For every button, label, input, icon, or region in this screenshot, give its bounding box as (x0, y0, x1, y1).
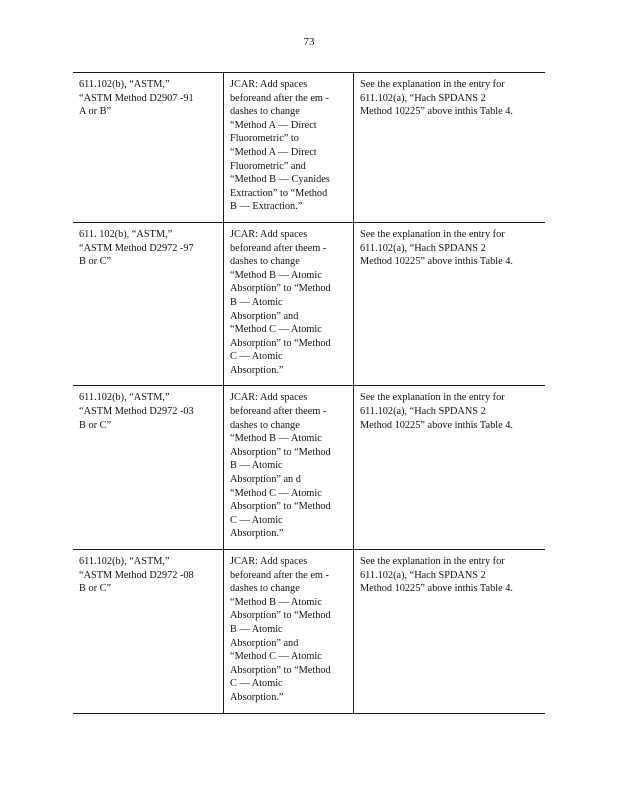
explanation-cell-line: 611.102(a), “Hach SPDANS 2 (360, 406, 486, 418)
section-cell-line: B or C” (79, 583, 112, 595)
table-row (73, 73, 545, 223)
change-cell-line: Absorption” and (230, 637, 299, 649)
change-cell-line: dashes to change (230, 106, 300, 118)
explanation-cell (354, 73, 546, 223)
table-body (73, 73, 545, 714)
change-cell-line: “Method C — Atomic (230, 651, 322, 663)
change-cell-line: B — Atomic (230, 460, 283, 472)
change-cell-line: “Method C — Atomic (230, 324, 322, 336)
section-cell-line: “ASTM Method D2972 -97 (79, 242, 194, 254)
section-cell-line: 611.102(b), “ASTM,” (79, 392, 170, 404)
section-cell-line: “ASTM Method D2972 -03 (79, 406, 194, 418)
page-number: 73 (303, 36, 315, 48)
section-cell-line: B or C” (79, 256, 112, 268)
change-cell-line: Absorption” an d (230, 474, 301, 486)
section-cell-line: “ASTM Method D2972 -08 (79, 569, 194, 581)
change-cell-line: C — Atomic (230, 514, 283, 526)
table-row (73, 386, 545, 550)
change-cell-line: “Method A — Direct (230, 146, 317, 158)
change-cell-line: C — Atomic (230, 678, 283, 690)
change-cell-line: B — Atomic (230, 623, 283, 635)
change-cell (224, 222, 354, 386)
section-cell-line: A or B” (79, 106, 112, 118)
explanation-cell (354, 386, 546, 550)
change-cell-line: Absorption” to “Method (230, 283, 331, 295)
change-cell-line: Extraction” to “Method (230, 187, 328, 199)
section-cell (73, 550, 224, 714)
change-cell-line: dashes to change (230, 256, 300, 268)
change-cell-line: “Method B — Cyanides (230, 174, 330, 186)
section-cell (73, 222, 224, 386)
change-cell-line: Fluorometric” and (230, 160, 306, 172)
explanation-cell-line: See the explanation in the entry for (360, 392, 505, 404)
explanation-cell-line: 611.102(a), “Hach SPDANS 2 (360, 569, 486, 581)
change-cell-line: Absorption.” (230, 364, 284, 376)
section-cell-line: 611.102(b), “ASTM,” (79, 556, 170, 567)
section-cell (73, 386, 224, 550)
change-cell-line: Absorption” to “Method (230, 337, 331, 349)
change-cell-line: JCAR: Add spaces (230, 79, 308, 90)
change-cell-line: “Method B — Atomic (230, 433, 322, 445)
table-row (73, 550, 545, 714)
explanation-cell-line: See the explanation in the entry for (360, 228, 505, 240)
table-row (73, 222, 545, 386)
change-cell-line: Absorption.” (230, 528, 284, 540)
change-cell-line: C — Atomic (230, 351, 283, 363)
explanation-cell-line: 611.102(a), “Hach SPDANS 2 (360, 92, 486, 104)
section-cell (73, 73, 224, 223)
explanation-cell-line: Method 10225” above inthis Table 4. (360, 583, 513, 595)
change-cell-line: dashes to change (230, 583, 300, 595)
change-cell (224, 73, 354, 223)
change-cell-line: Absorption” and (230, 310, 299, 322)
change-cell-line: JCAR: Add spaces (230, 228, 308, 240)
change-cell (224, 386, 354, 550)
explanation-cell-line: See the explanation in the entry for (360, 556, 505, 567)
change-cell-line: dashes to change (230, 419, 300, 431)
change-cell-line: beforeand after theem - (230, 406, 327, 418)
change-cell-line: Absorption” to “Method (230, 446, 331, 458)
change-cell (224, 550, 354, 714)
change-cell-line: Absorption” to “Method (230, 610, 331, 622)
explanation-cell-line: See the explanation in the entry for (360, 79, 505, 90)
explanation-cell (354, 550, 546, 714)
change-cell-line: JCAR: Add spaces (230, 556, 308, 567)
section-cell-line: 611. 102(b), “ASTM,” (79, 228, 173, 240)
change-cell-line: JCAR: Add spaces (230, 392, 308, 404)
change-cell-line: “Method C — Atomic (230, 487, 322, 499)
change-cell-line: “Method B — Atomic (230, 269, 322, 281)
change-cell-line: beforeand after the em - (230, 92, 329, 104)
explanation-cell-line: Method 10225” above inthis Table 4. (360, 256, 513, 268)
jcar-changes-table (73, 72, 545, 714)
change-cell-line: B — Extraction.” (230, 201, 303, 213)
explanation-cell-line: 611.102(a), “Hach SPDANS 2 (360, 242, 486, 254)
explanation-cell-line: Method 10225” above inthis Table 4. (360, 106, 513, 118)
change-cell-line: Absorption” to “Method (230, 664, 331, 676)
section-cell-line: “ASTM Method D2907 -91 (79, 92, 194, 104)
explanation-cell-line: Method 10225” above inthis Table 4. (360, 419, 513, 431)
change-cell-line: “Method A — Direct (230, 119, 317, 131)
explanation-cell (354, 222, 546, 386)
change-cell-line: beforeand after the em - (230, 569, 329, 581)
change-cell-line: Absorption.” (230, 691, 284, 703)
change-cell-line: beforeand after theem - (230, 242, 327, 254)
section-cell-line: 611.102(b), “ASTM,” (79, 79, 170, 90)
change-cell-line: Absorption” to “Method (230, 501, 331, 513)
change-cell-line: B — Atomic (230, 296, 283, 308)
section-cell-line: B or C” (79, 419, 112, 431)
change-cell-line: “Method B — Atomic (230, 596, 322, 608)
change-cell-line: Fluorometric” to (230, 133, 299, 145)
